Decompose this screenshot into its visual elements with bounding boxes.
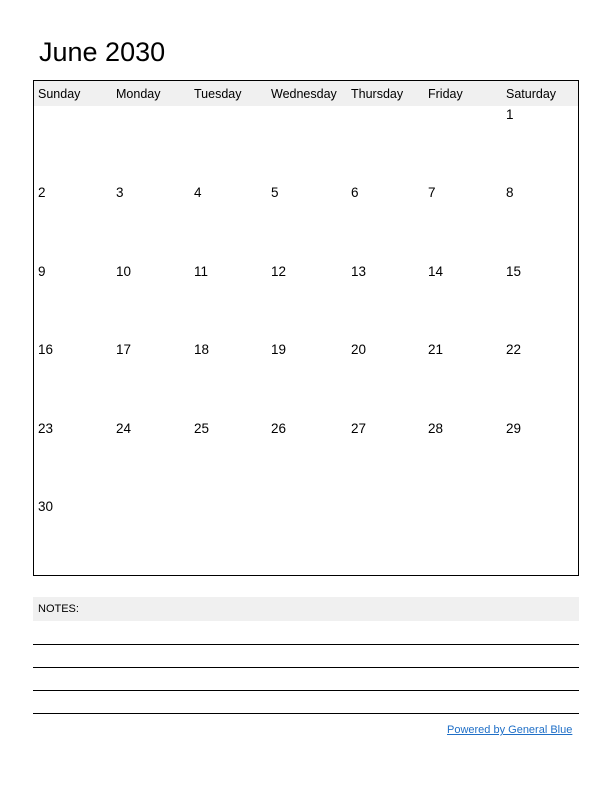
day-cell: 13 xyxy=(351,264,367,279)
day-cell: 7 xyxy=(428,185,436,200)
weekday-wednesday: Wednesday xyxy=(271,87,337,101)
day-cell: 12 xyxy=(271,264,287,279)
day-cell: 24 xyxy=(116,421,132,436)
day-cell: 10 xyxy=(116,264,132,279)
day-cell: 9 xyxy=(38,264,46,279)
calendar-grid xyxy=(33,80,579,576)
note-line xyxy=(33,667,579,668)
note-line xyxy=(33,713,579,714)
day-cell: 19 xyxy=(271,342,287,357)
day-cell: 1 xyxy=(506,107,514,122)
page-title: June 2030 xyxy=(39,37,166,67)
day-cell: 5 xyxy=(271,185,279,200)
day-cell: 16 xyxy=(38,342,54,357)
day-cell: 27 xyxy=(351,421,367,436)
weekday-friday: Friday xyxy=(428,87,463,101)
day-cell: 22 xyxy=(506,342,522,357)
day-cell: 29 xyxy=(506,421,522,436)
day-cell: 2 xyxy=(38,185,46,200)
day-cell: 26 xyxy=(271,421,287,436)
note-line xyxy=(33,644,579,645)
notes-header xyxy=(33,597,579,621)
day-cell: 17 xyxy=(116,342,132,357)
day-cell: 28 xyxy=(428,421,444,436)
day-cell: 23 xyxy=(38,421,54,436)
day-cell: 21 xyxy=(428,342,444,357)
day-cell: 15 xyxy=(506,264,522,279)
day-cell: 11 xyxy=(194,264,209,279)
day-cell: 30 xyxy=(38,499,54,514)
note-line xyxy=(33,690,579,691)
weekday-thursday: Thursday xyxy=(351,87,404,101)
powered-by-link[interactable]: Powered by General Blue xyxy=(447,724,573,736)
weekday-monday: Monday xyxy=(116,87,161,101)
day-cell: 20 xyxy=(351,342,367,357)
notes-label: NOTES: xyxy=(38,603,79,615)
weekday-saturday: Saturday xyxy=(506,87,557,101)
day-cell: 25 xyxy=(194,421,210,436)
weekday-sunday: Sunday xyxy=(38,87,81,101)
day-cell: 4 xyxy=(194,185,202,200)
weekday-header-row xyxy=(34,81,578,106)
day-cell: 14 xyxy=(428,264,444,279)
day-cell: 8 xyxy=(506,185,514,200)
day-cell: 18 xyxy=(194,342,210,357)
day-cell: 6 xyxy=(351,185,359,200)
weekday-tuesday: Tuesday xyxy=(194,87,242,101)
day-cell: 3 xyxy=(116,185,124,200)
